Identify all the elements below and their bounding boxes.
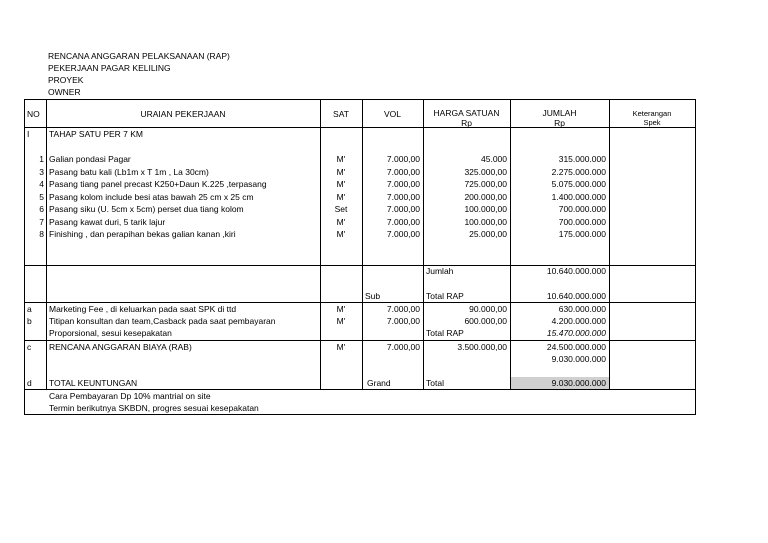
- row-harga: 200.000,00: [464, 192, 507, 202]
- row-desc-continued: Proporsional, sesui kesepakatan: [49, 328, 172, 338]
- row-sat: M': [336, 229, 346, 239]
- row-jumlah: 24.500.000.000: [546, 342, 606, 352]
- row-desc: Finishing , dan perapihan bekas galian kanan ,kiri: [49, 229, 236, 239]
- row-vol: 7.000,00: [386, 316, 420, 326]
- row-harga: 100.000,00: [464, 217, 507, 227]
- row-jumlah: 700.000.000: [558, 217, 606, 227]
- row-no: 3: [39, 167, 44, 177]
- row-desc: Pasang kolom include besi atas bawah 25 cm x 25 cm: [49, 192, 254, 202]
- col-jumlah-unit: Rp: [554, 118, 565, 128]
- row-desc: Pasang siku (U. 5cm x 5cm) perset dua tiang kolom: [49, 204, 244, 214]
- row-desc: Pasang tiang panel precast K250+Daun K.225 ,terpasang: [49, 179, 267, 189]
- row-vol: 7.000,00: [386, 217, 420, 227]
- row-jumlah: 630.000.000: [558, 304, 606, 314]
- row-desc: Pasang kawat duri, 5 tarik lajur: [49, 217, 166, 227]
- row-desc: Marketing Fee , di keluarkan pada saat SPK di ttd: [49, 304, 237, 314]
- section-title: TAHAP SATU PER 7 KM: [49, 129, 143, 139]
- col-harga: HARGA SATUAN: [433, 108, 500, 118]
- col-jumlah: JUMLAH: [542, 108, 577, 118]
- row-no: c: [27, 342, 32, 352]
- row-vol: 7.000,00: [386, 179, 420, 189]
- col-harga-unit: Rp: [461, 118, 472, 128]
- sub-label: Sub: [365, 291, 381, 301]
- row-sat: M': [336, 192, 346, 202]
- row-jumlah: 4.200.000.000: [551, 316, 606, 326]
- row-vol: 7.000,00: [386, 229, 420, 239]
- total-label: Total: [426, 378, 444, 388]
- row-desc: Pasang batu kali (Lb1m x T 1m , La 30cm): [49, 167, 209, 177]
- row-sat: M': [336, 342, 346, 352]
- row-no: 4: [39, 179, 44, 189]
- row-vol: 7.000,00: [386, 304, 420, 314]
- row-harga: 3.500.000,00: [457, 342, 507, 352]
- row-desc: Galian pondasi Pagar: [49, 154, 131, 164]
- row-harga: 100.000,00: [464, 204, 507, 214]
- row-vol: 7.000,00: [386, 167, 420, 177]
- row-desc: RENCANA ANGGARAN BIAYA (RAB): [49, 342, 192, 352]
- row-sat: M': [336, 167, 346, 177]
- row-no: b: [27, 316, 32, 326]
- row-harga: 90.000,00: [469, 304, 507, 314]
- col-vol: VOL: [383, 109, 401, 119]
- row-desc: TOTAL KEUNTUNGAN: [49, 378, 138, 388]
- col-keterangan: Keterangan: [632, 109, 672, 118]
- row-vol: 7.000,00: [386, 204, 420, 214]
- row-no: 7: [39, 217, 44, 227]
- total-rap-label-2: Total RAP: [426, 328, 464, 338]
- col-spek: Spek: [643, 118, 661, 127]
- row-no: 1: [39, 154, 44, 164]
- total-rap-label: Total RAP: [426, 291, 464, 301]
- row-sat: M': [336, 217, 346, 227]
- row-jumlah: 2.275.000.000: [551, 167, 606, 177]
- row-sat: M': [336, 179, 346, 189]
- row-vol: 7.000,00: [386, 192, 420, 202]
- row-jumlah: 1.400.000.000: [551, 192, 606, 202]
- jumlah-label: Jumlah: [426, 266, 454, 276]
- row-sat: M': [336, 316, 346, 326]
- row-sat: Set: [334, 204, 348, 214]
- row-jumlah-2: 9.030.000.000: [551, 354, 606, 364]
- owner-label: OWNER: [48, 87, 81, 97]
- row-jumlah: 5.075.000.000: [551, 179, 606, 189]
- row-jumlah: 175.000.000: [558, 229, 606, 239]
- doc-title: RENCANA ANGGARAN PELAKSANAAN (RAP): [48, 51, 230, 61]
- section-no: I: [27, 129, 30, 139]
- row-no: a: [27, 304, 32, 314]
- row-jumlah: 700.000.000: [558, 204, 606, 214]
- payment-note-2: Termin berikutnya SKBDN, progres sesuai kesepakatan: [49, 403, 259, 413]
- row-jumlah: 315.000.000: [558, 154, 606, 164]
- total-rap-value-2: 15.470.000.000: [546, 328, 606, 338]
- proyek-label: PROYEK: [48, 75, 84, 85]
- row-vol: 7.000,00: [386, 154, 420, 164]
- col-sat: SAT: [333, 109, 349, 119]
- row-no: 5: [39, 192, 44, 202]
- row-desc: Titipan konsultan dan team,Casback pada saat pembayaran: [49, 316, 276, 326]
- row-no: d: [27, 378, 32, 388]
- row-harga: 25.000,00: [469, 229, 507, 239]
- grand-label: Grand: [367, 378, 391, 388]
- row-harga: 600.000,00: [464, 316, 507, 326]
- row-sat: M': [336, 304, 346, 314]
- col-uraian: URAIAN PEKERJAAN: [140, 109, 226, 119]
- col-no: NO: [27, 109, 40, 119]
- row-harga: 325.000,00: [464, 167, 507, 177]
- jumlah-value: 10.640.000.000: [546, 266, 606, 276]
- row-no: 8: [39, 229, 44, 239]
- total-rap-value: 10.640.000.000: [546, 291, 606, 301]
- row-harga: 45.000: [481, 154, 507, 164]
- row-no: 6: [39, 204, 44, 214]
- payment-note-1: Cara Pembayaran Dp 10% mantrial on site: [49, 391, 211, 401]
- row-harga: 725.000,00: [464, 179, 507, 189]
- total-keuntungan-value: 9.030.000.000: [551, 378, 606, 388]
- project-name: PEKERJAAN PAGAR KELILING: [48, 63, 171, 73]
- row-sat: M': [336, 154, 346, 164]
- row-vol: 7.000,00: [386, 342, 420, 352]
